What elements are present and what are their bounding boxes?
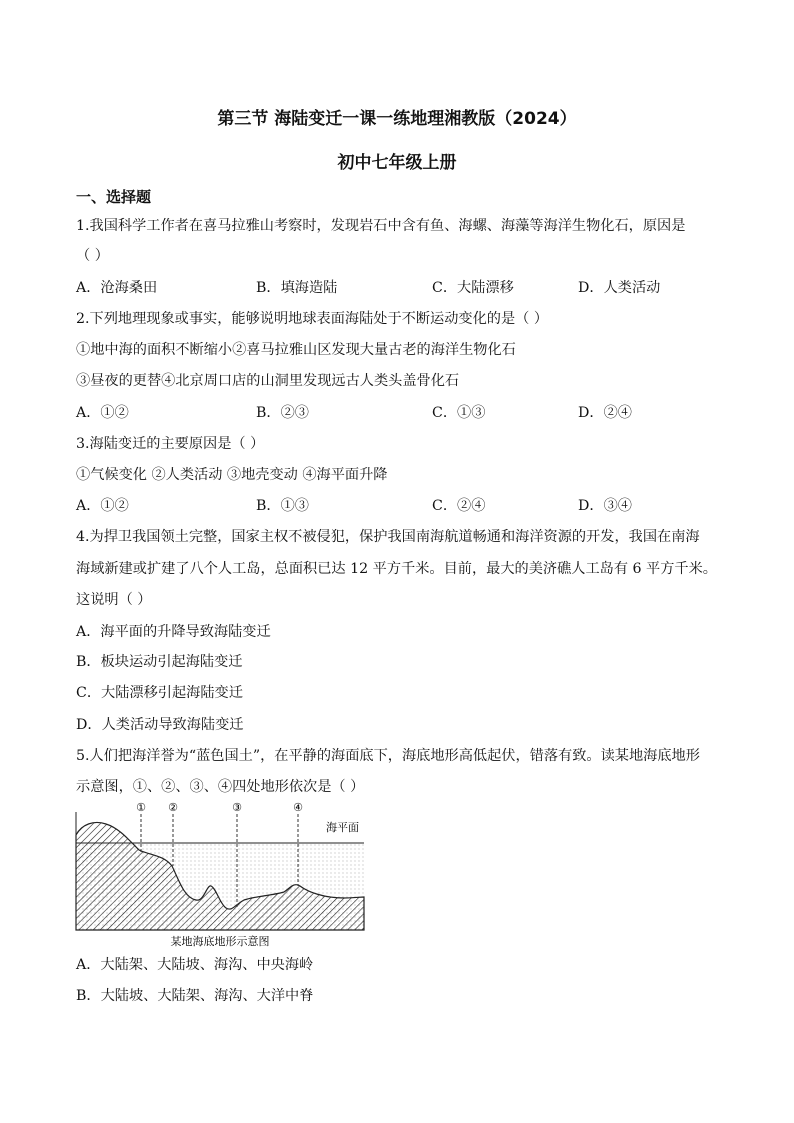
- q2-option-d: D．②④: [578, 405, 632, 421]
- q4-option-c: C．大陆漂移引起海陆变迁: [76, 685, 243, 701]
- q5-stem-cont: 示意图，①、②、③、④四处地形依次是（ ）: [76, 779, 365, 795]
- marker-2-label: ②: [168, 801, 178, 814]
- q3-option-d: D．③④: [578, 498, 632, 514]
- q2-statements-1: ①地中海的面积不断缩小②喜马拉雅山区发现大量古老的海洋生物化石: [76, 342, 516, 358]
- q1-option-d: D．人类活动: [578, 280, 661, 296]
- page-title: 第三节 海陆变迁一课一练地理湘教版（2024）: [217, 109, 577, 129]
- seafloor-diagram: [74, 800, 374, 952]
- marker-1-label: ①: [136, 801, 146, 814]
- q4-option-a: A．海平面的升降导致海陆变迁: [76, 624, 271, 640]
- sea-level-label: 海平面: [326, 821, 359, 834]
- marker-3-label: ③: [232, 801, 242, 814]
- q3-stem: 3.海陆变迁的主要原因是（ ）: [76, 436, 265, 452]
- q1-option-b: B．填海造陆: [256, 280, 338, 296]
- q1-stem: 1.我国科学工作者在喜马拉雅山考察时，发现岩石中含有鱼、海螺、海藻等海洋生物化石，原因是: [76, 218, 686, 234]
- q4-option-d: D．人类活动导致海陆变迁: [76, 717, 244, 733]
- diagram-caption: 某地海底地形示意图: [170, 935, 270, 948]
- q2-option-a: A．①②: [76, 405, 129, 421]
- q3-option-a: A．①②: [76, 498, 129, 514]
- q4-stem-end: 这说明（ ）: [76, 592, 152, 608]
- q5-stem: 5.人们把海洋誉为“蓝色国土”，在平静的海面底下，海底地形高低起伏，错落有致。读某地海底地形: [76, 748, 700, 764]
- q1-stem-cont: （ ）: [76, 248, 109, 264]
- q3-statements: ①气候变化 ②人类活动 ③地壳变动 ④海平面升降: [76, 467, 388, 483]
- q2-option-b: B．②③: [256, 405, 309, 421]
- q5-option-a: A．大陆架、大陆坡、海沟、中央海岭: [76, 957, 314, 973]
- q4-stem-cont: 海域新建或扩建了八个人工岛，总面积已达 12 平方千米。目前，最大的美济礁人工岛有 6 平方千米。: [76, 561, 717, 577]
- q4-option-b: B．板块运动引起海陆变迁: [76, 654, 243, 670]
- q5-option-b: B．大陆坡、大陆架、海沟、大洋中脊: [76, 988, 314, 1004]
- q4-stem: 4.为捍卫我国领土完整，国家主权不被侵犯，保护我国南海航道畅通和海洋资源的开发，我国在南海: [76, 529, 700, 545]
- section-heading: 一、选择题: [76, 188, 152, 206]
- q1-option-a: A．沧海桑田: [76, 280, 158, 296]
- q3-option-c: C．②④: [432, 498, 486, 514]
- q2-option-c: C．①③: [432, 405, 486, 421]
- q1-option-c: C．大陆漂移: [432, 280, 514, 296]
- q2-statements-2: ③昼夜的更替④北京周口店的山洞里发现远古人类头盖骨化石: [76, 373, 460, 389]
- q2-stem: 2.下列地理现象或事实，能够说明地球表面海陆处于不断运动变化的是（ ）: [76, 311, 549, 327]
- page-subtitle: 初中七年级上册: [337, 153, 457, 173]
- q3-option-b: B．①③: [256, 498, 309, 514]
- marker-4-label: ④: [293, 801, 303, 814]
